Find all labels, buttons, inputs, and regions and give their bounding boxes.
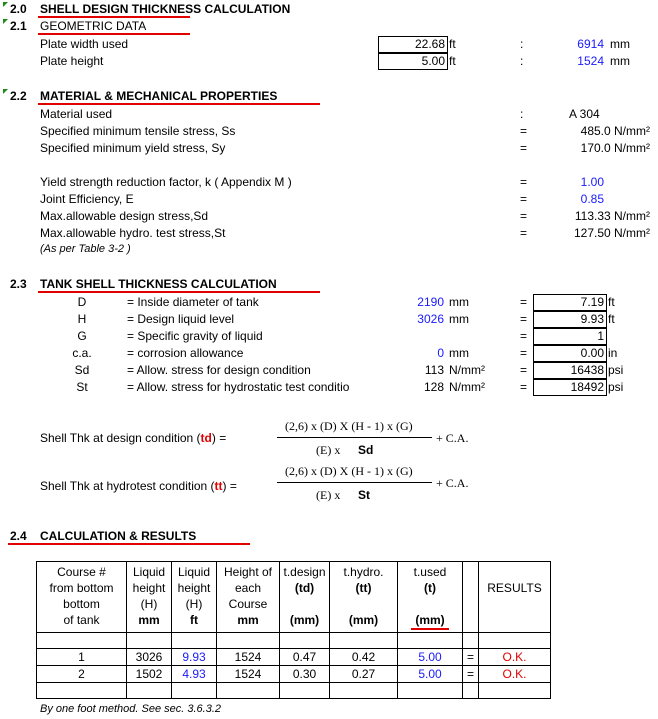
design-stress-label: Max.allowable design stress,Sd <box>40 209 209 223</box>
section-number: 2.0 <box>10 2 27 16</box>
title-underline <box>38 33 190 35</box>
plate-width-label: Plate width used <box>40 37 129 51</box>
variable-symbol: G <box>77 329 87 343</box>
hydro-stress-label: Max.allowable hydro. test stress,St <box>40 226 226 240</box>
plate-height-mm: 1524 <box>577 54 604 68</box>
hydro-stress-value: 127.50 N/mm² <box>573 226 650 240</box>
variable-symbol: Sd <box>74 363 90 377</box>
unit: mm <box>449 295 469 309</box>
variable-description: = corrosion allowance <box>127 346 244 360</box>
table-header-row <box>37 562 551 633</box>
comment-marker-icon <box>3 2 8 7</box>
comment-marker-icon <box>3 89 8 94</box>
table-row: 1 3026 9.93 1524 0.47 0.42 5.00 = O.K. <box>37 649 551 666</box>
separator: = <box>520 329 528 343</box>
unit: ft <box>608 312 615 326</box>
header-equals <box>463 562 479 633</box>
separator: = <box>520 209 528 223</box>
variable-symbol: H <box>77 312 87 326</box>
result-status: O.K. <box>479 649 551 666</box>
separator: = <box>520 141 528 155</box>
joint-efficiency-label: Joint Efficiency, E <box>40 192 134 206</box>
variable-value: 3026 <box>417 312 444 326</box>
variable-description: = Allow. stress for design condition <box>127 363 311 377</box>
formula-label: Shell Thk at design condition (td) = <box>40 431 227 445</box>
title-underline <box>38 291 320 293</box>
unit: ft <box>449 54 456 68</box>
separator: : <box>520 107 524 121</box>
plate-width-input[interactable]: 22.68 <box>378 36 448 53</box>
joint-efficiency-value: 0.85 <box>580 192 604 206</box>
unit: ft <box>449 37 456 51</box>
separator: : <box>520 54 524 68</box>
yield-stress-label: Specified minimum yield stress, Sy <box>40 141 226 155</box>
material-value: A 304 <box>569 107 600 121</box>
variable-value: 0 <box>437 346 444 360</box>
unit: mm <box>610 37 630 51</box>
separator: = <box>520 295 528 309</box>
title-underline <box>8 543 250 545</box>
variable-description: = Design liquid level <box>127 312 235 326</box>
unit: mm <box>449 346 469 360</box>
section-title: MATERIAL & MECHANICAL PROPERTIES <box>40 89 278 103</box>
variable-symbol: St <box>76 380 88 394</box>
design-stress-value: 113.33 N/mm² <box>574 209 650 223</box>
section-title: CALCULATION & RESULTS <box>40 529 197 543</box>
result-status: O.K. <box>479 666 551 683</box>
formula-denominator: (E) x <box>316 488 341 502</box>
liquid-level-result[interactable]: 9.93 <box>533 311 607 328</box>
separator: = <box>520 192 528 206</box>
separator: = <box>520 124 528 138</box>
unit: in <box>608 346 618 360</box>
variable-symbol: c.a. <box>72 346 92 360</box>
header-t-design: t.design (td) (mm) <box>280 562 330 633</box>
section-title: SHELL DESIGN THICKNESS CALCULATION <box>40 2 291 16</box>
section-title: TANK SHELL THICKNESS CALCULATION <box>40 277 277 291</box>
results-table <box>36 561 551 699</box>
header-results: RESULTS <box>479 562 551 633</box>
formula-denominator-stress: St <box>358 488 370 502</box>
unit: N/mm² <box>449 380 485 394</box>
design-stress-result[interactable]: 16438 <box>533 362 607 379</box>
header-t-hydro: t.hydro. (tt) (mm) <box>330 562 398 633</box>
title-underline <box>38 103 320 105</box>
formula-tail: + C.A. <box>436 476 469 490</box>
separator: = <box>520 312 528 326</box>
specific-gravity-result[interactable]: 1 <box>533 328 607 345</box>
formula-denominator-stress: Sd <box>358 443 374 457</box>
material-label: Material used <box>40 107 113 121</box>
section-number: 2.2 <box>10 89 27 103</box>
unit: mm <box>449 312 469 326</box>
variable-description: = Specific gravity of liquid <box>127 329 263 343</box>
plate-width-mm: 6914 <box>577 37 604 51</box>
fraction-bar <box>277 482 432 483</box>
reduction-factor-label: Yield strength reduction factor, k ( Appendix M ) <box>40 175 292 189</box>
header-course-height: Height of each Course mm <box>217 562 280 633</box>
diameter-result[interactable]: 7.19 <box>533 294 607 311</box>
fraction-bar <box>277 437 432 438</box>
corrosion-allowance-result[interactable]: 0.00 <box>533 345 607 362</box>
variable-value: 128 <box>423 380 444 394</box>
section-title: GEOMETRIC DATA <box>40 19 147 33</box>
comment-marker-icon <box>3 19 8 24</box>
separator: = <box>520 175 528 189</box>
variable-value: 2190 <box>417 295 444 309</box>
method-note: By one foot method. See sec. 3.6.3.2 <box>40 703 222 715</box>
table-row <box>37 633 551 649</box>
table-reference-note: (As per Table 3-2 ) <box>40 243 131 255</box>
formula-numerator: (2,6) x (D) X (H - 1) x (G) <box>285 419 413 433</box>
unit: psi <box>608 363 624 377</box>
variable-value: 113 <box>424 363 444 377</box>
variable-description: = Allow. stress for hydrostatic test conditio <box>127 380 350 394</box>
yield-stress-value: 170.0 N/mm² <box>580 141 650 155</box>
tensile-stress-label: Specified minimum tensile stress, Ss <box>40 124 236 138</box>
tensile-stress-value: 485.0 N/mm² <box>580 124 650 138</box>
formula-numerator: (2,6) x (D) X (H - 1) x (G) <box>285 464 413 478</box>
section-number: 2.3 <box>10 277 27 291</box>
formula-tail: + C.A. <box>436 431 469 445</box>
reduction-factor-value: 1.00 <box>580 175 604 189</box>
title-underline <box>38 16 190 18</box>
header-course: Course # from bottom bottom of tank <box>37 562 127 633</box>
section-number: 2.1 <box>10 19 27 33</box>
formula-denominator: (E) x <box>316 443 341 457</box>
table-row <box>37 683 551 699</box>
separator: : <box>520 37 524 51</box>
section-number: 2.4 <box>10 529 27 543</box>
unit: psi <box>608 380 624 394</box>
plate-height-input[interactable]: 5.00 <box>378 53 448 70</box>
separator: = <box>520 380 528 394</box>
formula-label: Shell Thk at hydrotest condition (tt) = <box>40 479 237 493</box>
separator: = <box>520 363 528 377</box>
plate-height-label: Plate height <box>40 54 104 68</box>
table-row: 2 1502 4.93 1524 0.30 0.27 5.00 = O.K. <box>37 666 551 683</box>
variable-symbol: D <box>77 295 87 309</box>
header-liquid-height-mm: Liquid height (H) mm <box>127 562 172 633</box>
header-liquid-height-ft: Liquid height (H) ft <box>172 562 217 633</box>
separator: = <box>520 346 528 360</box>
header-t-used: t.used (t) (mm) <box>398 562 463 633</box>
unit: mm <box>610 54 630 68</box>
hydrotest-stress-result[interactable]: 18492 <box>533 379 607 396</box>
variable-description: = Inside diameter of tank <box>127 295 259 309</box>
unit: ft <box>608 295 615 309</box>
unit: N/mm² <box>449 363 485 377</box>
separator: = <box>520 226 528 240</box>
